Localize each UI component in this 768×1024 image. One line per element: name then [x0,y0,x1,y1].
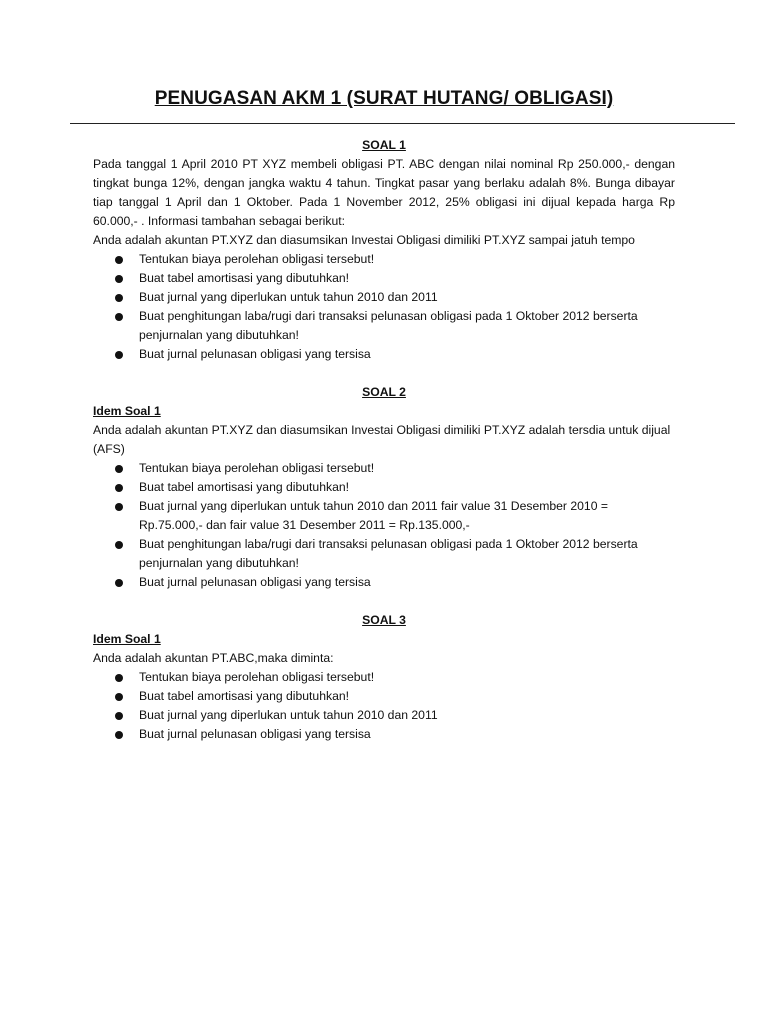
task-text: Buat tabel amortisasi yang dibutuhkan! [139,689,350,703]
task-item [93,573,675,592]
task-list [93,459,675,592]
task-text: Buat tabel amortisasi yang dibutuhkan! [139,271,350,285]
task-text: Buat penghitungan laba/rugi dari transaksi pelunasan obligasi pada 1 Oktober 2012 berserta penjurnalan yang dibutuhkan! [139,309,638,342]
task-list [93,250,675,364]
document-body [93,136,675,744]
task-item [93,307,675,345]
task-item [93,706,675,725]
problem-description: Pada tanggal 1 April 2010 PT XYZ membeli obligasi PT. ABC dengan nilai nominal Rp 250.000,- dengan tingkat bunga 12%, dengan jangka waktu 4 tahun. Tingkat pasar yang berlaku adalah 8%. Bunga dibayar tiap tanggal 1 April dan 1 Oktober. Pada 1 November 2012, 25% obligasi ini dijual kepada harga Rp 60.000,- . Informasi tambahan sebagai berikut: [93,157,675,228]
task-text: Buat jurnal yang diperlukan untuk tahun 2010 dan 2011 [139,708,438,722]
bullet-icon [115,693,123,701]
section-heading: SOAL 3 [362,613,406,627]
section-soal-3 [93,611,675,744]
bullet-icon [115,313,123,321]
task-text: Buat jurnal pelunasan obligasi yang tersisa [139,575,371,589]
task-text: Buat jurnal pelunasan obligasi yang tersisa [139,347,371,361]
bullet-icon [115,579,123,587]
bullet-icon [115,465,123,473]
task-item [93,497,675,535]
section-soal-2 [93,383,675,592]
bullet-icon [115,256,123,264]
bullet-icon [115,294,123,302]
document-title: PENUGASAN AKM 1 (SURAT HUTANG/ OBLIGASI) [154,88,614,109]
task-text: Buat penghitungan laba/rugi dari transaksi pelunasan obligasi pada 1 Oktober 2012 berserta penjurnalan yang dibutuhkan! [139,537,638,570]
task-text: Tentukan biaya perolehan obligasi tersebut! [139,670,375,684]
title-divider [70,123,735,124]
task-text: Buat jurnal yang diperlukan untuk tahun 2010 dan 2011 [139,290,438,304]
task-text: Buat jurnal yang diperlukan untuk tahun 2010 dan 2011 fair value 31 Desember 2010 = Rp.75.000,- dan fair value 31 Desember 2011 = Rp.135.000,- [139,499,608,532]
task-list [93,668,675,744]
task-item [93,269,675,288]
section-spacer [93,592,675,611]
bullet-icon [115,541,123,549]
task-item [93,345,675,364]
task-text: Tentukan biaya perolehan obligasi tersebut! [139,252,375,266]
bullet-icon [115,275,123,283]
bullet-icon [115,503,123,511]
bullet-icon [115,674,123,682]
assumption-text: Anda adalah akuntan PT.XYZ dan diasumsikan Investai Obligasi dimiliki PT.XYZ adalah tersdia untuk dijual (AFS) [93,423,671,456]
section-subheading: Idem Soal 1 [93,404,161,418]
section-heading: SOAL 1 [362,138,406,152]
task-item [93,459,675,478]
section-heading: SOAL 2 [362,385,406,399]
section-soal-1 [93,136,675,364]
assumption-text: Anda adalah akuntan PT.XYZ dan diasumsikan Investai Obligasi dimiliki PT.XYZ sampai jatuh tempo [93,233,635,247]
task-text: Buat jurnal pelunasan obligasi yang tersisa [139,727,371,741]
section-spacer [93,364,675,383]
task-text: Buat tabel amortisasi yang dibutuhkan! [139,480,350,494]
task-item [93,250,675,269]
task-item [93,478,675,497]
task-item [93,687,675,706]
assumption-text: Anda adalah akuntan PT.ABC,maka diminta: [93,651,334,665]
task-item [93,668,675,687]
task-text: Tentukan biaya perolehan obligasi tersebut! [139,461,375,475]
bullet-icon [115,351,123,359]
section-subheading: Idem Soal 1 [93,632,161,646]
task-item [93,725,675,744]
bullet-icon [115,484,123,492]
task-item [93,535,675,573]
task-item [93,288,675,307]
bullet-icon [115,731,123,739]
bullet-icon [115,712,123,720]
